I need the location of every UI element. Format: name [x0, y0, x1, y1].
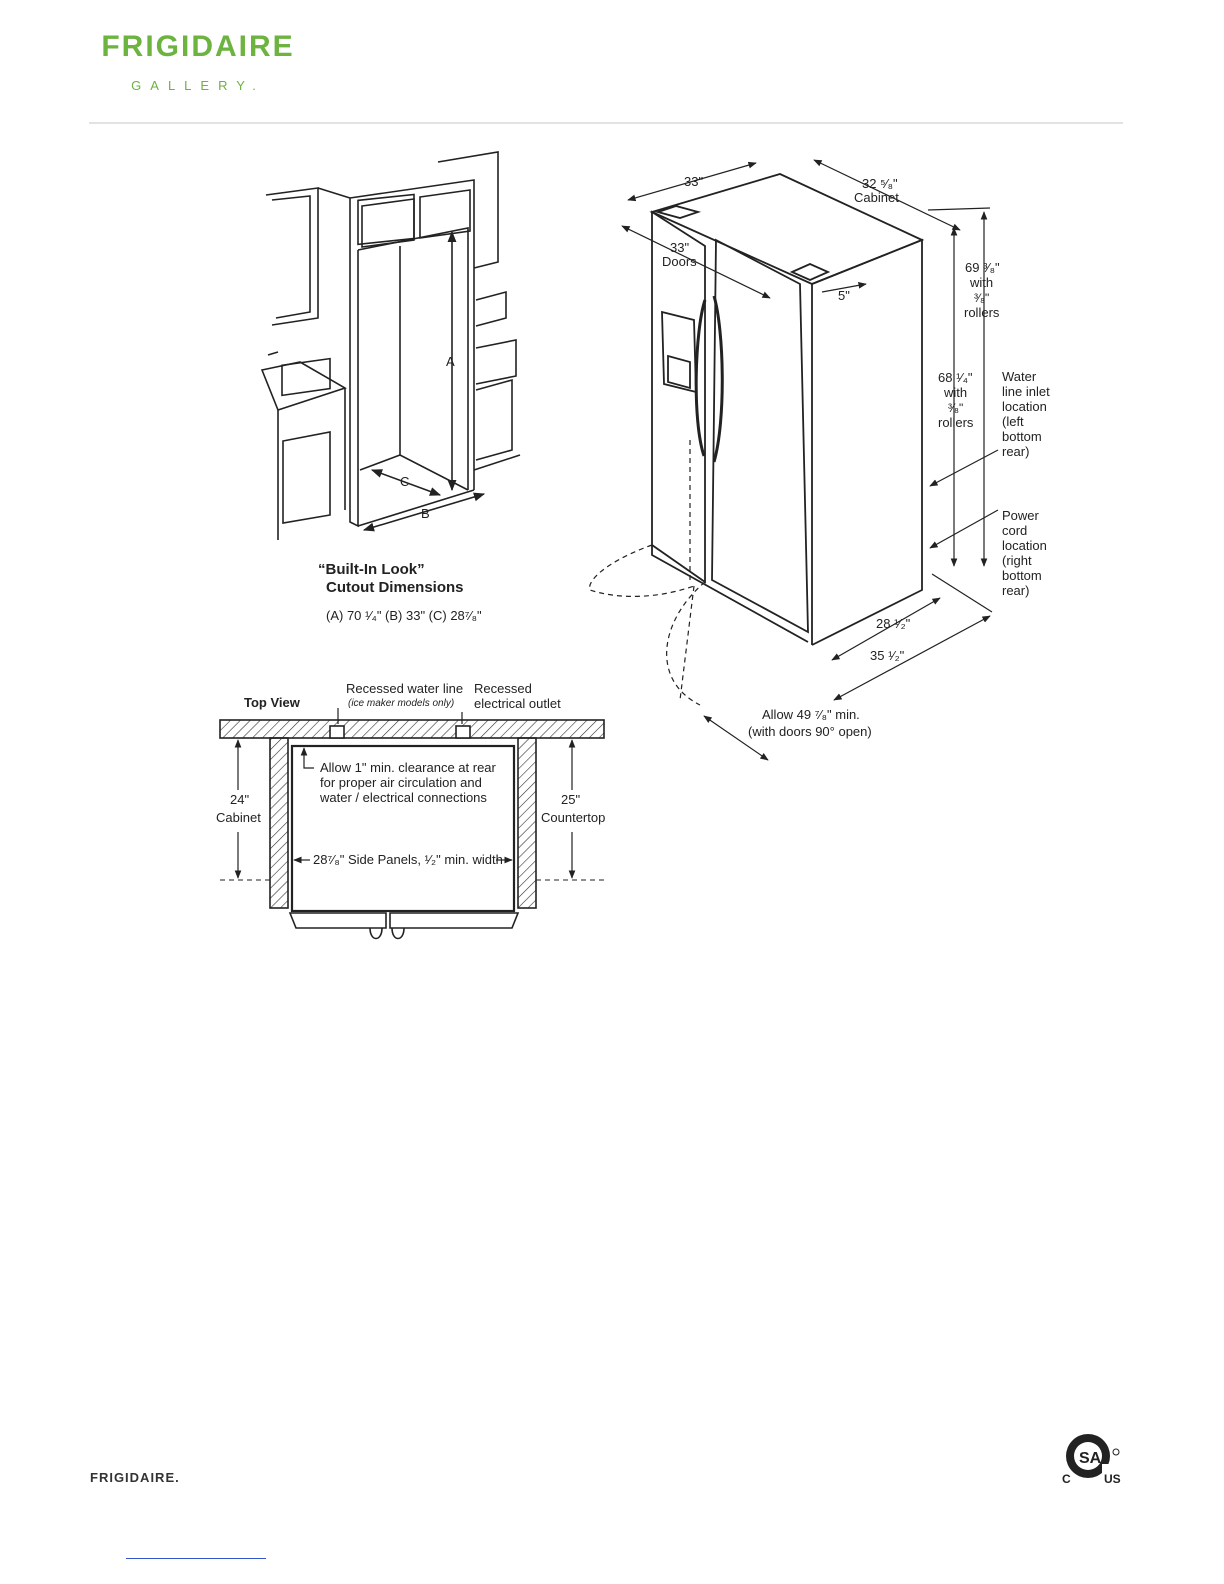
- svg-text:cord: cord: [1002, 523, 1028, 538]
- topview-outlet-1: Recessed: [474, 681, 532, 696]
- csa-c-label: C: [1062, 1472, 1071, 1486]
- svg-text:Water: Water: [1002, 369, 1037, 384]
- svg-text:rear): rear): [1002, 583, 1030, 598]
- brand-name: FRIGIDAIRE: [101, 30, 295, 63]
- footer-brand: FRIGIDAIRE.: [90, 1470, 180, 1485]
- iso-width-top: 33": [684, 174, 704, 189]
- builtin-title: “Built-In Look”: [318, 561, 425, 578]
- topview-clearance-1: Allow 1" min. clearance at rear: [320, 760, 496, 775]
- topview-clearance-3: water / electrical connections: [320, 790, 487, 805]
- builtin-dimensions: (A) 70 ¹⁄₄" (B) 33" (C) 28⁷⁄₈": [326, 608, 482, 623]
- svg-text:rear): rear): [1002, 444, 1030, 459]
- topview-cabinet-label: Cabinet: [216, 810, 261, 825]
- iso-height1-with: with: [970, 275, 994, 290]
- topview-counter-depth: 25": [561, 792, 581, 807]
- topview-clearance-2: for proper air circulation and: [320, 775, 482, 790]
- iso-height2-rollers: rollers: [938, 415, 974, 430]
- iso-height2-value: 68 ¹⁄₄": [938, 370, 973, 385]
- svg-text:location: location: [1002, 538, 1047, 553]
- svg-text:SA: SA: [1079, 1450, 1102, 1467]
- iso-allow-note: (with doors 90° open): [748, 724, 872, 739]
- iso-doors-width: 33": [670, 240, 690, 255]
- dim-label-b: B: [421, 506, 430, 521]
- topview-title: Top View: [244, 695, 300, 710]
- iso-doors-label: Doors: [662, 254, 697, 269]
- iso-height2-with: with: [944, 385, 968, 400]
- svg-text:bottom: bottom: [1002, 568, 1042, 583]
- iso-height1-roller: ³⁄₈": [974, 291, 990, 305]
- topview-water-note: (ice maker models only): [348, 698, 455, 709]
- iso-hinge-dim: 5": [838, 288, 850, 303]
- iso-depth1: 28 ¹⁄₂": [876, 616, 911, 631]
- water-inlet-note: [1002, 369, 1050, 459]
- brand-sub: GALLERY.: [131, 78, 265, 93]
- topview-side-panels: 28⁷⁄₈" Side Panels, ¹⁄₂" min. width: [313, 852, 503, 867]
- dim-label-c: C: [400, 474, 410, 489]
- power-cord-note: [1002, 508, 1047, 598]
- svg-text:(left: (left: [1002, 414, 1024, 429]
- topview-counter-label: Countertop: [541, 810, 606, 825]
- iso-depth-cabinet: 32 ⁵⁄₈": [862, 176, 898, 191]
- topview-water-line: Recessed water line: [346, 681, 464, 696]
- iso-height1-rollers: rollers: [964, 305, 1000, 320]
- iso-depth2: 35 ¹⁄₂": [870, 648, 905, 663]
- topview-cabinet-depth: 24": [230, 792, 250, 807]
- iso-allow: Allow 49 ⁷⁄₈" min.: [762, 707, 860, 722]
- dim-label-a: A: [446, 354, 455, 369]
- svg-text:line inlet: line inlet: [1002, 384, 1050, 399]
- iso-height2-roller: ³⁄₈": [948, 401, 964, 415]
- builtin-subtitle: Cutout Dimensions: [326, 579, 464, 596]
- svg-text:(right: (right: [1002, 553, 1032, 568]
- builtin-illustration: [262, 152, 520, 540]
- iso-depth-cabinet-label: Cabinet: [854, 190, 899, 205]
- topview-outlet-2: electrical outlet: [474, 696, 561, 711]
- svg-text:Power: Power: [1002, 508, 1039, 523]
- iso-height1-value: 69 ³⁄₈": [965, 260, 1000, 275]
- footer-link-underline: [126, 1558, 266, 1559]
- svg-text:bottom: bottom: [1002, 429, 1042, 444]
- csa-us-label: US: [1104, 1472, 1121, 1486]
- refrigerator-isometric: [590, 174, 922, 705]
- svg-text:location: location: [1002, 399, 1047, 414]
